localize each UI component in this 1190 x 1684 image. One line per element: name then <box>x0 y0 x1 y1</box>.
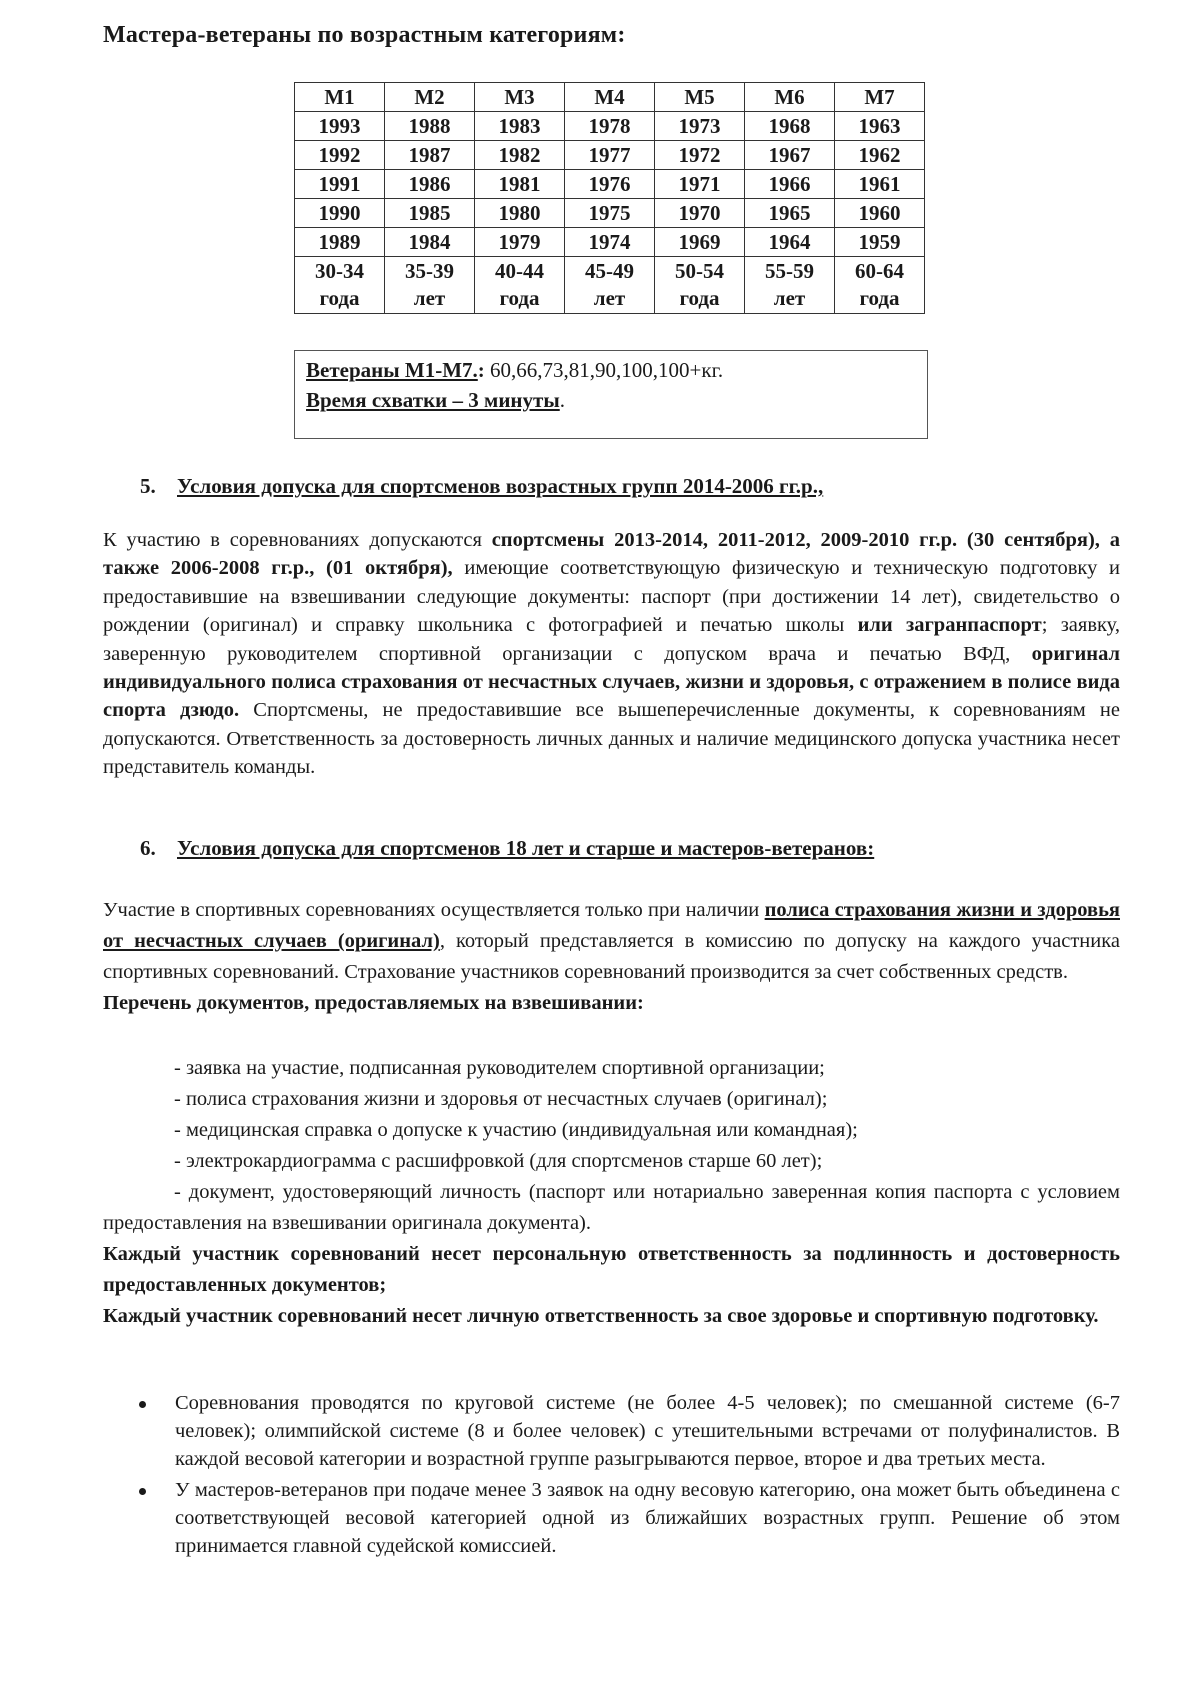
table-row <box>295 112 925 141</box>
bullet-icon <box>139 1401 146 1408</box>
table-row <box>295 170 925 199</box>
age-range-cell <box>655 257 745 314</box>
table-cell: 1972 <box>655 141 745 170</box>
table-cell: 1961 <box>835 170 925 199</box>
table-cell: 1989 <box>295 228 385 257</box>
table-cell: 1973 <box>655 112 745 141</box>
section-number: 5. <box>140 474 156 498</box>
list-item <box>103 1476 1120 1561</box>
table-cell: 1985 <box>385 199 475 228</box>
table-cell: 1976 <box>565 170 655 199</box>
table-cell: 1963 <box>835 112 925 141</box>
table-cell: 1992 <box>295 141 385 170</box>
table-cell: 1971 <box>655 170 745 199</box>
documents-list <box>174 1053 858 1177</box>
section-5-paragraph <box>103 526 1120 782</box>
age-range-cell <box>835 257 925 314</box>
text-run: ; заявку, заверенную руководителем спортивной организации с допуском врача и печатью ВФД, <box>103 614 1120 665</box>
section-title: Условия допуска для спортсменов 18 лет и старше и мастеров-ветеранов: <box>177 836 875 860</box>
table-row-age-ranges <box>295 257 925 314</box>
table-header-cell: М3 <box>475 83 565 112</box>
table-cell: 1993 <box>295 112 385 141</box>
age-range-cell <box>475 257 565 314</box>
list-item: - медицинская справка о допуске к участию (индивидуальная или командная); <box>174 1119 858 1141</box>
age-unit: лет <box>593 286 626 310</box>
list-item: - заявка на участие, подписанная руководителем спортивной организации; <box>174 1057 825 1079</box>
table-row <box>295 228 925 257</box>
age-unit: лет <box>413 286 446 310</box>
section-5-heading <box>140 474 823 499</box>
rules-bullet-list <box>103 1389 1120 1562</box>
age-category-table <box>294 82 925 314</box>
text-run: , который представляется в комиссию по допуску на каждого участника спортивных соревнований. Страхование участников соревнований производится за счет собственных средств. <box>103 930 1120 983</box>
age-range-cell <box>565 257 655 314</box>
bout-time-line <box>306 385 916 415</box>
section-6-paragraph <box>103 895 1120 1019</box>
table-cell: 1974 <box>565 228 655 257</box>
age-range-cell <box>745 257 835 314</box>
bullet-text: Соревнования проводятся по круговой системе (не более 4-5 человек); по смешанной системе (6-7 человек); олимпийской системе (8 и более человек) с утешительными встречами от полуфиналистов. В каждой весовой категории и возрастной группе разыгрываются первое, второе и два третьих места. <box>175 1392 1120 1471</box>
section-6-continuation <box>103 1177 1120 1332</box>
text-run: имеющие соответствующую физическую и техническую подготовку и предоставившие на взвешивании следующие документы: паспорт (при достижении 14 лет), свидетельство о рождении (оригинал) и справку школьника с фотографией и печатью школы <box>103 557 1120 637</box>
table-header-cell: М5 <box>655 83 745 112</box>
table-cell: 1969 <box>655 228 745 257</box>
table-cell: 1962 <box>835 141 925 170</box>
list-item: - электрокардиограмма с расшифровкой (для спортсменов старше 60 лет); <box>174 1150 823 1172</box>
text-run-bold-underlined: полиса страхования жизни и здоровья от несчастных случаев (оригинал) <box>103 899 1120 952</box>
table-header-cell: М7 <box>835 83 925 112</box>
age-range-cell <box>385 257 475 314</box>
age-unit: года <box>319 286 360 310</box>
table-header-cell: М1 <box>295 83 385 112</box>
table-cell: 1988 <box>385 112 475 141</box>
list-item-last: - документ, удостоверяющий личность (паспорт или нотариально заверенная копия паспорта с условием предоставления на взвешивании оригинала документа). <box>103 1181 1120 1234</box>
age-range: 50-54 <box>675 259 724 283</box>
responsibility-statement: Каждый участник соревнований несет персональную ответственность за подлинность и достоверность предоставленных документов; <box>103 1243 1120 1296</box>
table-cell: 1959 <box>835 228 925 257</box>
age-range: 60-64 <box>855 259 904 283</box>
section-6-heading <box>140 836 874 861</box>
text-run-bold: спортсмены 2013-2014, 2011-2012, 2009-2010 гг.р. (30 сентября), а также 2006-2008 гг.р., (01 октября), <box>103 529 1120 580</box>
table-row <box>295 199 925 228</box>
text-run-bold: или загранпаспорт <box>857 614 1042 637</box>
age-range: 45-49 <box>585 259 634 283</box>
veterans-info-box <box>294 350 928 439</box>
documents-list-title: Перечень документов, предоставляемых на взвешивании: <box>103 992 644 1014</box>
table-row <box>295 141 925 170</box>
table-header-cell: М6 <box>745 83 835 112</box>
table-cell: 1987 <box>385 141 475 170</box>
age-unit: года <box>679 286 720 310</box>
table-cell: 1966 <box>745 170 835 199</box>
table-cell: 1986 <box>385 170 475 199</box>
weight-categories: 60,66,73,81,90,100,100+кг. <box>484 358 724 382</box>
age-range: 30-34 <box>315 259 364 283</box>
text-run: Спортсмены, не предоставившие все вышеперечисленные документы, к соревнованиям не допускаются. Ответственность за достоверность личных данных и наличие медицинского допуска участника несет представитель команды. <box>103 699 1120 779</box>
table-cell: 1977 <box>565 141 655 170</box>
age-range: 35-39 <box>405 259 454 283</box>
bout-time-label: Время схватки – 3 минуты <box>306 388 560 412</box>
responsibility-statement: Каждый участник соревнований несет личную ответственность за свое здоровье и спортивную подготовку. <box>103 1305 1099 1327</box>
section-number: 6. <box>140 836 156 860</box>
table-cell: 1991 <box>295 170 385 199</box>
table-cell: 1978 <box>565 112 655 141</box>
table-cell: 1970 <box>655 199 745 228</box>
age-unit: года <box>499 286 540 310</box>
page-title: Мастера-ветераны по возрастным категориям: <box>103 22 626 48</box>
table-cell: 1964 <box>745 228 835 257</box>
list-item <box>103 1389 1120 1474</box>
table-cell: 1990 <box>295 199 385 228</box>
table-cell: 1968 <box>745 112 835 141</box>
section-title: Условия допуска для спортсменов возрастных групп 2014-2006 гг.р., <box>177 474 824 498</box>
table-cell: 1979 <box>475 228 565 257</box>
age-range: 40-44 <box>495 259 544 283</box>
table-cell: 1965 <box>745 199 835 228</box>
text-run-bold: оригинал индивидуального полиса страхования от несчастных случаев, жизни и здоровья, с отражением в полисе вида спорта дзюдо. <box>103 642 1120 722</box>
bout-time-period: . <box>559 388 565 412</box>
table-header-cell: М4 <box>565 83 655 112</box>
table-cell: 1967 <box>745 141 835 170</box>
list-item: - полиса страхования жизни и здоровья от несчастных случаев (оригинал); <box>174 1088 828 1110</box>
table-cell: 1960 <box>835 199 925 228</box>
table-cell: 1975 <box>565 199 655 228</box>
table-header-cell: М2 <box>385 83 475 112</box>
table-cell: 1984 <box>385 228 475 257</box>
table-cell: 1982 <box>475 141 565 170</box>
age-range: 55-59 <box>765 259 814 283</box>
table-cell: 1981 <box>475 170 565 199</box>
text-run: Участие в спортивных соревнованиях осуществляется только при наличии <box>103 899 765 921</box>
veterans-weights-line <box>306 355 916 385</box>
age-unit: лет <box>773 286 806 310</box>
age-range-cell <box>295 257 385 314</box>
table-cell: 1983 <box>475 112 565 141</box>
age-unit: года <box>859 286 900 310</box>
table-header-row <box>295 83 925 112</box>
table-cell: 1980 <box>475 199 565 228</box>
veterans-label: Ветераны М1-М7. <box>306 358 478 382</box>
bullet-icon <box>139 1488 146 1495</box>
text-run: К участию в соревнованиях допускаются <box>103 529 492 551</box>
bullet-text: У мастеров-ветеранов при подаче менее 3 заявок на одну весовую категорию, она может быть объединена с соответствующей весовой категорией одной из ближайших возрастных групп. Решение об этом принимается главной судейской комиссией. <box>175 1478 1120 1558</box>
veterans-colon: : <box>477 358 485 382</box>
